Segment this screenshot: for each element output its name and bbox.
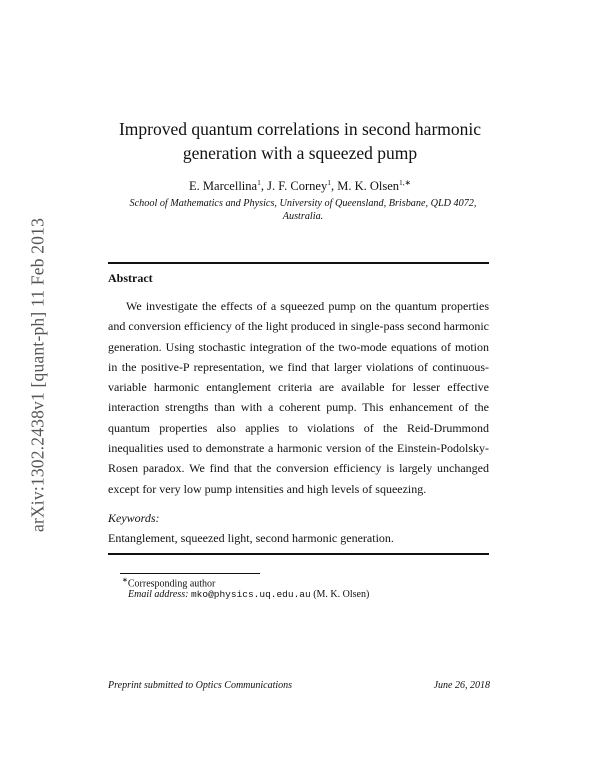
author-name: E. Marcellina [189,179,258,194]
footer-date: June 26, 2018 [433,680,490,691]
abstract-text [108,296,489,499]
abstract-heading: Abstract [108,271,153,285]
abstract-body: We investigate the effects of a squeezed pump on the quantum properties and conversion efficiency of the light produced in single-pass second harmonic generation. Using stochastic integration of the two-mode equations of motion in the positive-P representation, we find that larger violations of continuous-variable harmonic entanglement criteria are available for lesser effective interaction strengths than with a coherent pump. This enhancement of the quantum properties also applies to violations of the Reid-Drummond inequalities used to demonstrate a harmonic version of the Einstein-Podolsky-Rosen paradox. We find that the conversion efficiency is largely unchanged except for very low pump intensities and high levels of squeezing. [108,299,489,496]
footnote-rule [120,573,260,574]
abstract-top-rule [108,262,489,264]
footnote-email [128,589,369,600]
arxiv-stamp-text: arXiv:1302.2438v1 [quant-ph] 11 Feb 2013 [27,217,48,533]
email-label: Email address: [128,589,189,600]
author-name: M. K. Olsen [337,179,400,194]
author-name: J. F. Corney [267,179,328,194]
affiliation-line-1: School of Mathematics and Physics, University of Queensland, Brisbane, QLD 4072, [129,198,477,209]
author-affil-mark: 1 [327,178,331,187]
affiliation [115,197,491,223]
abstract-bottom-rule [108,553,489,555]
email-suffix: (M. K. Olsen) [313,589,370,600]
title-line-2: generation with a squeezed pump [182,143,418,163]
title-line-1: Improved quantum correlations in second harmonic [118,119,482,139]
footnote-mark: ∗ [122,576,128,584]
author-affil-mark: 1,∗ [399,178,411,187]
author-affil-mark: 1 [257,178,261,187]
affiliation-line-2: Australia. [282,211,324,222]
footnote-corresponding-text: Corresponding author [127,578,216,590]
footer-preprint: Preprint submitted to Optics Communications [108,680,293,691]
keywords-text: Entanglement, squeezed light, second harmonic generation. [108,531,394,545]
footnote-corresponding [122,576,215,589]
paper-title [0,117,600,165]
author-list: E. Marcellina$^1$, J. F. Corney$^1$, M. K. Olsen$^{1,∗}$ [189,178,411,194]
email-address[interactable]: mko@physics.uq.edu.au [190,589,311,600]
keywords-heading: Keywords: [108,511,160,525]
